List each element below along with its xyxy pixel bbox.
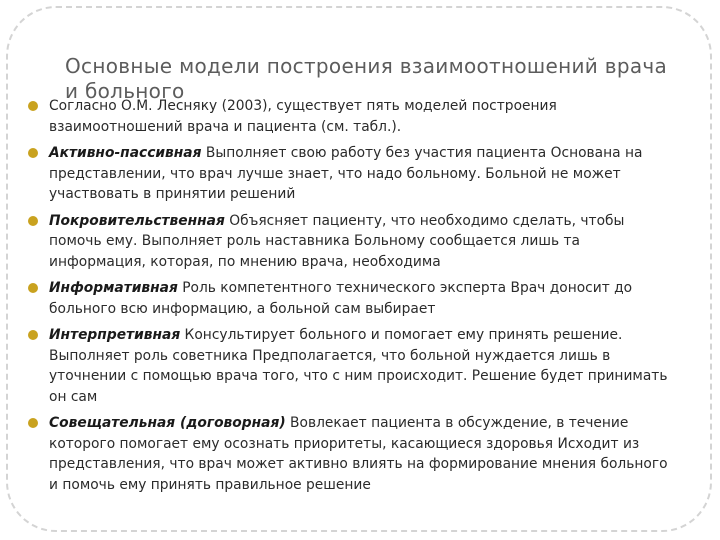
bullet-dot-icon	[28, 330, 38, 340]
bullet-item-informative	[26, 278, 676, 319]
bullet-item-intro	[26, 96, 676, 137]
bullet-term: Совещательная (договорная)	[49, 415, 286, 431]
bullet-item-active-passive	[26, 143, 676, 205]
bullet-text: Согласно О.М. Лесняку (2003), существует пять моделей построения взаимоотношений врача и пациента (см. табл.).	[49, 98, 557, 135]
bullet-item-interpretive	[26, 325, 676, 407]
bullet-item-deliberative	[26, 413, 676, 495]
bullet-item-paternalistic	[26, 211, 676, 273]
bullet-dot-icon	[28, 101, 38, 111]
bullet-list	[26, 96, 676, 501]
slide-title: Основные модели построения взаимоотношений врача и больного	[65, 54, 668, 103]
bullet-text: Объясняет пациенту, что необходимо сделать, чтобы помочь ему. Выполняет роль наставника Больному сообщается лишь та информация, которая, по мнению врача, необходима	[49, 212, 625, 270]
bullet-dot-icon	[28, 283, 38, 293]
bullet-text: Консультирует больного и помогает ему принять решение. Выполняет роль советника Предполагается, что больной нуждается лишь в уточнении с помощью врача того, что с ним происходит. Решение будет принимать он сам	[49, 327, 668, 405]
bullet-term: Покровительственная	[49, 212, 225, 229]
bullet-text: Выполняет свою работу без участия пациента Основана на представлении, что врач лучше знает, что надо больному. Больной не может участвовать в принятии решений	[49, 145, 643, 202]
bullet-term: Интерпретивная	[49, 327, 181, 343]
bullet-term: Активно-пассивная	[49, 145, 202, 161]
bullet-dot-icon	[28, 418, 38, 428]
bullet-term: Информативная	[49, 280, 178, 296]
bullet-text: Вовлекает пациента в обсуждение, в течение которого помогает ему осознать приоритеты, касающиеся здоровья Исходит из представления, что врач может активно влиять на формирование мнения больного и помочь ему принять правильное решение	[49, 415, 668, 493]
bullet-dot-icon	[28, 148, 38, 158]
bullet-dot-icon	[28, 216, 38, 226]
bullet-text: Роль компетентного технического эксперта Врач доносит до больного всю информацию, а больной сам выбирает	[49, 280, 633, 317]
